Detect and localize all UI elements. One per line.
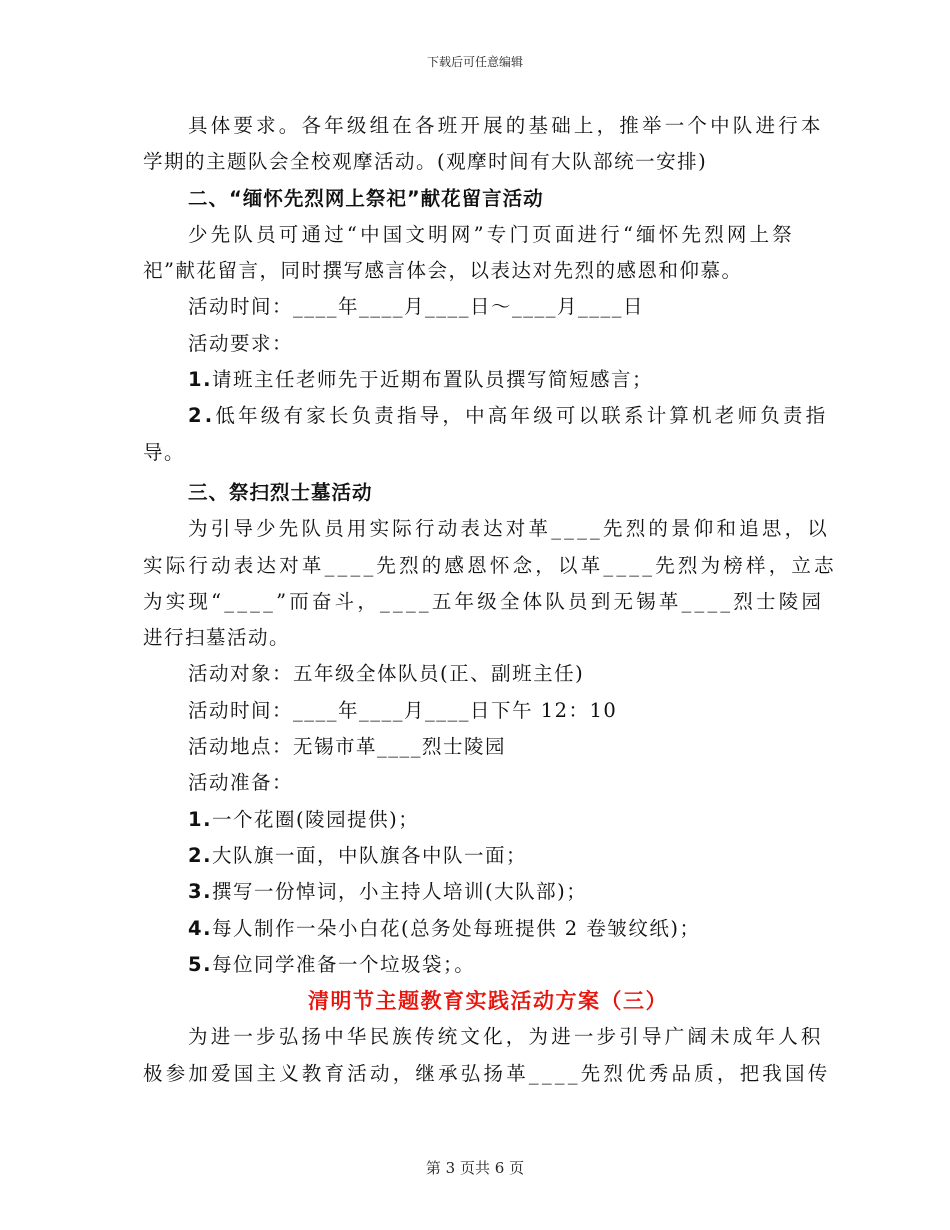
list-text: 请班主任老师先于近期布置队员撰写简短感言； bbox=[211, 368, 653, 392]
list-text: 大队旗一面，中队旗各中队一面； bbox=[211, 843, 527, 867]
activity-location: 活动地点：无锡市革____烈士陵园 bbox=[188, 735, 507, 759]
activity-time: 活动时间：____年____月____日～____月____日 bbox=[188, 295, 645, 319]
page-footer: 第 3 页共 6 页 bbox=[425, 1159, 525, 1177]
list-number: 1. bbox=[188, 368, 212, 392]
paragraph-line: 为引导少先队员用实际行动表达对革____先烈的景仰和追思，以 bbox=[188, 517, 831, 541]
list-text: 撰写一份悼词，小主持人培训(大队部)； bbox=[211, 880, 588, 904]
paragraph-line: 活动要求： bbox=[188, 331, 294, 355]
activity-target: 活动对象：五年级全体队员(正、副班主任) bbox=[188, 662, 585, 686]
paragraph-line: 具体要求。各年级组在各班开展的基础上，推举一个中队进行本 bbox=[188, 114, 824, 137]
paragraph-line: 为进一步弘扬中华民族传统文化，为进一步引导广阔未成年人积 bbox=[188, 1025, 824, 1049]
list-item bbox=[143, 398, 829, 434]
list-number: 2. bbox=[188, 843, 212, 867]
paragraph-line: 祀”献花留言，同时撰写感言体会，以表达对先烈的感恩和仰慕。 bbox=[143, 259, 743, 283]
section-heading: 二、“缅怀先烈网上祭祀”献花留言活动 bbox=[188, 186, 544, 210]
list-item bbox=[143, 802, 803, 838]
paragraph-line: 进行扫墓活动。 bbox=[143, 626, 291, 650]
activity-time: 活动时间：____年____月____日下午 12：10 bbox=[188, 698, 618, 722]
list-number: 5. bbox=[188, 952, 212, 976]
page-header: 下载后可任意编辑 bbox=[426, 55, 523, 69]
list-number: 2. bbox=[188, 404, 216, 428]
paragraph-line: 实际行动表达对革____先烈的感恩怀念，以革____先烈为榜样，立志 bbox=[143, 553, 837, 577]
list-text: 低年级有家长负责指导，中高年级可以联系计算机老师负责指 bbox=[215, 404, 829, 428]
document-title: 清明节主题教育实践活动方案（三） bbox=[308, 989, 668, 1014]
list-item bbox=[143, 911, 803, 947]
list-item bbox=[143, 874, 803, 910]
list-number: 1. bbox=[188, 807, 212, 831]
paragraph-line: 导。 bbox=[143, 440, 186, 464]
list-text: 每位同学准备一个垃圾袋；。 bbox=[211, 952, 476, 976]
list-text: 一个花圈(陵园提供)； bbox=[211, 807, 420, 831]
list-number: 4. bbox=[188, 916, 212, 940]
document-body bbox=[143, 108, 837, 1092]
paragraph-line: 少先队员可通过“中国文明网”专门页面进行“缅怀先烈网上祭 bbox=[188, 222, 796, 246]
paragraph-line: 学期的主题队会全校观摩活动。(观摩时间有大队部统一安排) bbox=[143, 150, 708, 174]
list-item bbox=[143, 362, 803, 398]
paragraph-line: 极参加爱国主义教育活动，继承弘扬革____先烈优秀品质，把我国传 bbox=[143, 1061, 831, 1085]
list-item bbox=[143, 947, 803, 983]
section-heading: 三、祭扫烈士墓活动 bbox=[188, 480, 373, 504]
list-item bbox=[143, 838, 803, 874]
list-number: 3. bbox=[188, 880, 212, 904]
paragraph-line: 活动准备： bbox=[188, 771, 294, 795]
list-text: 每人制作一朵小白花(总务处每班提供 2 卷皱纹纸)； bbox=[211, 916, 701, 940]
paragraph-line: 为实现“____”而奋斗，____五年级全体队员到无锡革____烈士陵园 bbox=[143, 589, 825, 613]
